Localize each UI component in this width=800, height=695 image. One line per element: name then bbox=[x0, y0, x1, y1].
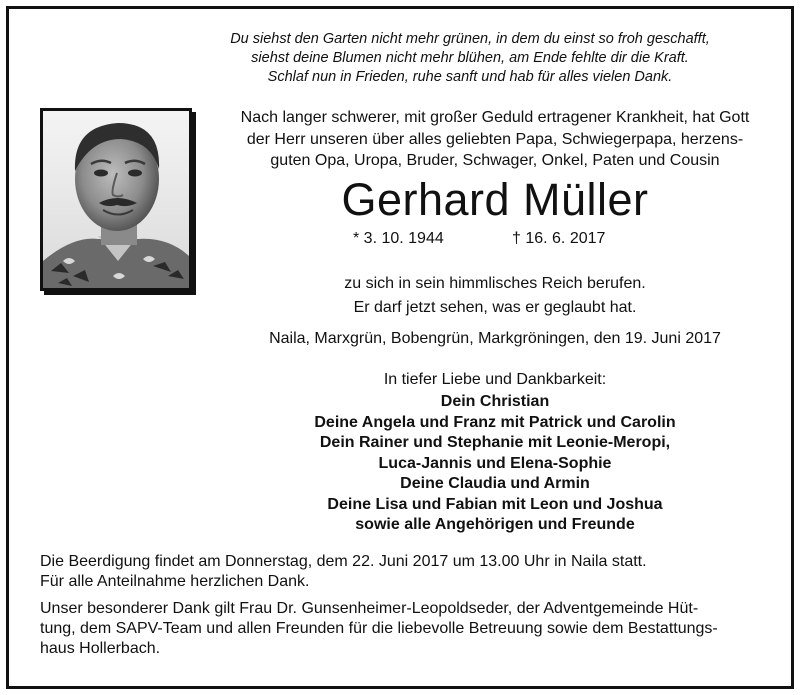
intro-line: guten Opa, Uropa, Bruder, Schwager, Onkel, Paten und Cousin bbox=[270, 152, 720, 169]
portrait-image bbox=[43, 111, 189, 288]
death-date: † 16. 6. 2017 bbox=[512, 230, 606, 247]
family-line: sowie alle Angehörigen und Freunde bbox=[355, 516, 635, 533]
family-line: Deine Lisa und Fabian mit Leon und Joshua bbox=[327, 495, 663, 513]
intro-text bbox=[200, 107, 790, 172]
thanks-line: Unser besonderer Dank gilt Frau Dr. Gunsenheimer-Leopoldseder, der Adventgemeinde Hüt- bbox=[40, 600, 699, 617]
funeral-notice bbox=[40, 552, 647, 592]
family-line: Luca-Jannis und Elena-Sophie bbox=[378, 454, 612, 472]
deceased-name: Gerhard Müller bbox=[341, 174, 649, 225]
called-text bbox=[200, 272, 790, 320]
birth-date: * 3. 10. 1944 bbox=[353, 230, 444, 247]
signoff-text: In tiefer Liebe und Dankbarkeit: bbox=[383, 371, 607, 388]
family-line: Deine Angela und Franz mit Patrick und Carolin bbox=[314, 413, 676, 431]
thanks-line: tung, dem SAPV-Team und allen Freunden für die liebevolle Betreuung sowie dem Bestattungs- bbox=[40, 620, 718, 637]
poem-line: siehst deine Blumen nicht mehr blühen, am Ende fehlte dir die Kraft. bbox=[251, 50, 689, 66]
family-line: Deine Claudia und Armin bbox=[400, 475, 590, 492]
place-date: Naila, Marxgrün, Bobengrün, Markgröningen, den 19. Juni 2017 bbox=[269, 330, 721, 347]
family-list bbox=[200, 392, 790, 536]
funeral-line: Die Beerdigung findet am Donnerstag, dem 22. Juni 2017 um 13.00 Uhr in Naila statt. bbox=[40, 553, 647, 570]
called-line: zu sich in sein himmlisches Reich berufen. bbox=[344, 275, 646, 292]
intro-line: Nach langer schwerer, mit großer Geduld ertragener Krankheit, hat Gott bbox=[240, 109, 750, 126]
poem-line: Schlaf nun in Frieden, ruhe sanft und hab für alles vielen Dank. bbox=[267, 69, 673, 85]
called-line: Er darf jetzt sehen, was er geglaubt hat. bbox=[353, 299, 637, 316]
poem-line: Du siehst den Garten nicht mehr grünen, in dem du einst so froh geschafft, bbox=[230, 31, 710, 47]
family-line: Dein Rainer und Stephanie mit Leonie-Meropi, bbox=[319, 434, 671, 451]
special-thanks bbox=[40, 599, 758, 659]
family-line: Dein Christian bbox=[440, 393, 550, 410]
portrait-photo bbox=[40, 108, 192, 291]
funeral-line: Für alle Anteilnahme herzlichen Dank. bbox=[40, 573, 310, 590]
thanks-line: haus Hollerbach. bbox=[40, 640, 161, 657]
intro-line: der Herr unseren über alles geliebten Papa, Schwiegerpapa, herzens- bbox=[246, 130, 744, 148]
memorial-poem bbox=[150, 30, 790, 87]
